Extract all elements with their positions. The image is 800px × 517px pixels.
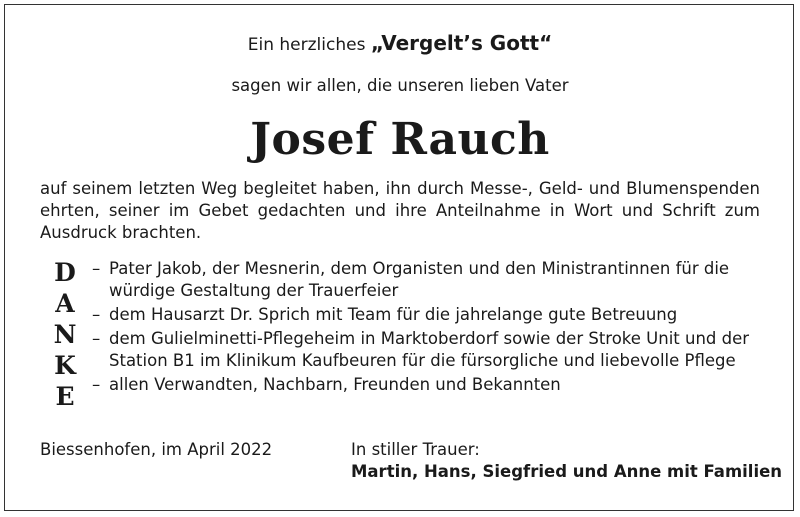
subline: sagen wir allen, die unseren lieben Vater — [231, 76, 569, 95]
danke-vertical — [52, 257, 78, 412]
deceased-name: Josef Rauch — [250, 114, 550, 165]
danke-letter: E — [55, 382, 75, 411]
thanks-item — [92, 374, 772, 396]
thanks-list — [92, 258, 772, 396]
intro-line — [0, 30, 800, 58]
dash: – — [92, 305, 101, 324]
intro-prefix: Ein herzliches — [247, 35, 371, 55]
thanks-text: allen Verwandten, Nachbarn, Freunden und Bekannten — [109, 375, 561, 394]
place-date: Biessenhofen, im April 2022 — [40, 440, 273, 459]
danke-letter: A — [55, 289, 75, 318]
danke-letter: N — [53, 320, 77, 349]
dash: – — [92, 375, 101, 394]
trauer-label: In stiller Trauer: — [351, 440, 480, 459]
dash: – — [92, 259, 101, 278]
thanks-item — [92, 328, 772, 372]
dash: – — [92, 329, 101, 348]
danke-letter: D — [54, 258, 76, 287]
thanks-text: dem Hausarzt Dr. Sprich mit Team für die jahrelange gute Betreuung — [109, 305, 678, 324]
main-paragraph: auf seinem letzten Weg begleitet haben, ihn durch Messe-, Geld- und Blumenspenden ehrten, seiner im Gebet gedachten und ihre Anteilnahme in Wort und Schrift zum Ausdruck brachten. — [40, 179, 760, 242]
intro-quote: „Vergelt’s Gott“ — [370, 31, 553, 55]
thanks-item — [92, 258, 772, 302]
danke-letter: K — [54, 351, 76, 380]
thanks-text: dem Gulielminetti-Pflegeheim in Marktoberdorf sowie der Stroke Unit und der Station B1 im Klinikum Kaufbeuren für die fürsorgliche und liebevolle Pflege — [109, 329, 750, 370]
mourners-names: Martin, Hans, Siegfried und Anne mit Familien — [351, 462, 783, 481]
thanks-item — [92, 304, 772, 326]
thanks-text: Pater Jakob, der Mesnerin, dem Organisten und den Ministrantinnen für die würdige Gestaltung der Trauerfeier — [109, 259, 730, 300]
